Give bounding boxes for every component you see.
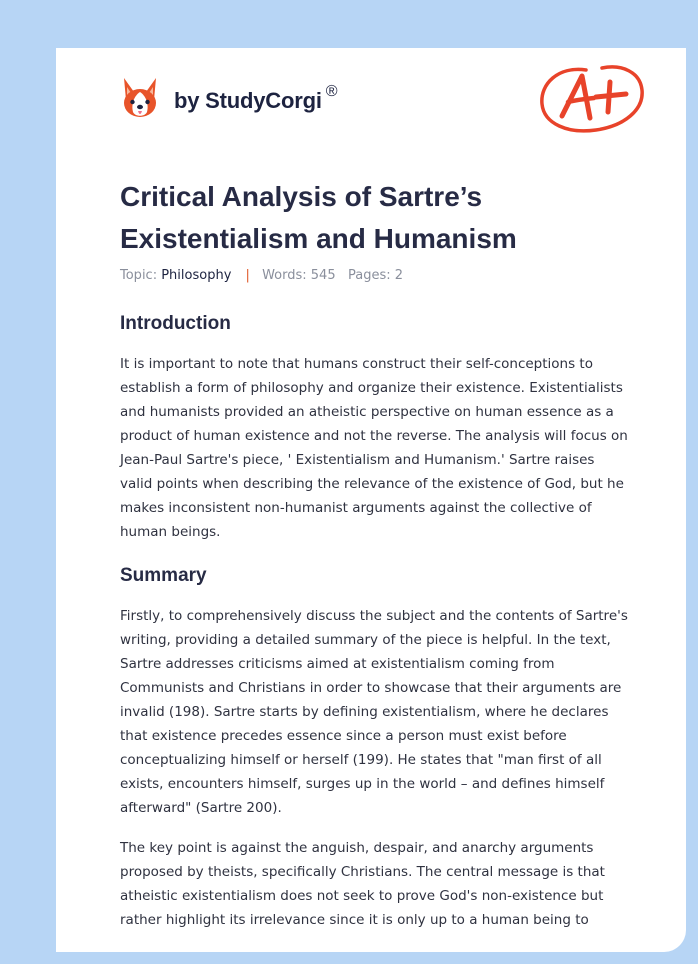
section-heading-introduction: Introduction [120, 313, 231, 334]
paragraph: The key point is against the anguish, despair, and anarchy arguments proposed by theists, specifically Christians. The central message is that atheistic existentialism does not seek to prove God's non-existence but rather highlight its irrelevance since it is only up to a human being to [120, 840, 605, 928]
document-title: Critical Analysis of Sartre’s Existentialism and Humanism [120, 181, 517, 254]
section-heading-summary: Summary [120, 565, 207, 586]
paragraph: It is important to note that humans construct their self-conceptions to establish a form of philosophy and organize their existence. Existentialists and humanists provided an atheistic perspective on human essence as a product of human existence and not the reverse. The analysis will focus on Jean-Paul Sartre's piece, ' Existentialism and Humanism.' Sartre raises valid points when describing the relevance of the existence of God, but he makes inconsistent non-humanist arguments against the collective of human beings. [120, 356, 628, 540]
pages-label: Pages: [348, 268, 391, 283]
grade-stamp-icon [538, 58, 648, 140]
pages-count: 2 [394, 268, 404, 283]
paragraph: Firstly, to comprehensively discuss the subject and the contents of Sartre's writing, providing a detailed summary of the piece is helpful. In the text, Sartre addresses criticisms aimed at existentialism coming from Communists and Christians in order to showcase that their arguments are invalid (198). Sartre starts by defining existentialism, where he declares that existence precedes essence since a person must exist before conceptualizing himself or herself (199). He states that "man first of all exists, encounters himself, surges up in the world – and defines himself afterward" (Sartre 200). [120, 608, 628, 816]
corgi-logo-icon [120, 76, 160, 120]
document-page [56, 48, 686, 952]
brand-name: by StudyCorgi [174, 88, 322, 113]
registered-mark: ® [325, 83, 338, 100]
brand-logo[interactable] [120, 76, 338, 120]
topic-label: Topic: [120, 268, 158, 283]
words-count: 545 [310, 268, 336, 283]
document-body [120, 308, 630, 948]
document-meta [120, 268, 403, 283]
words-label: Words: [262, 268, 307, 283]
meta-separator: | [245, 268, 250, 283]
topic-link[interactable]: Philosophy [161, 268, 232, 283]
